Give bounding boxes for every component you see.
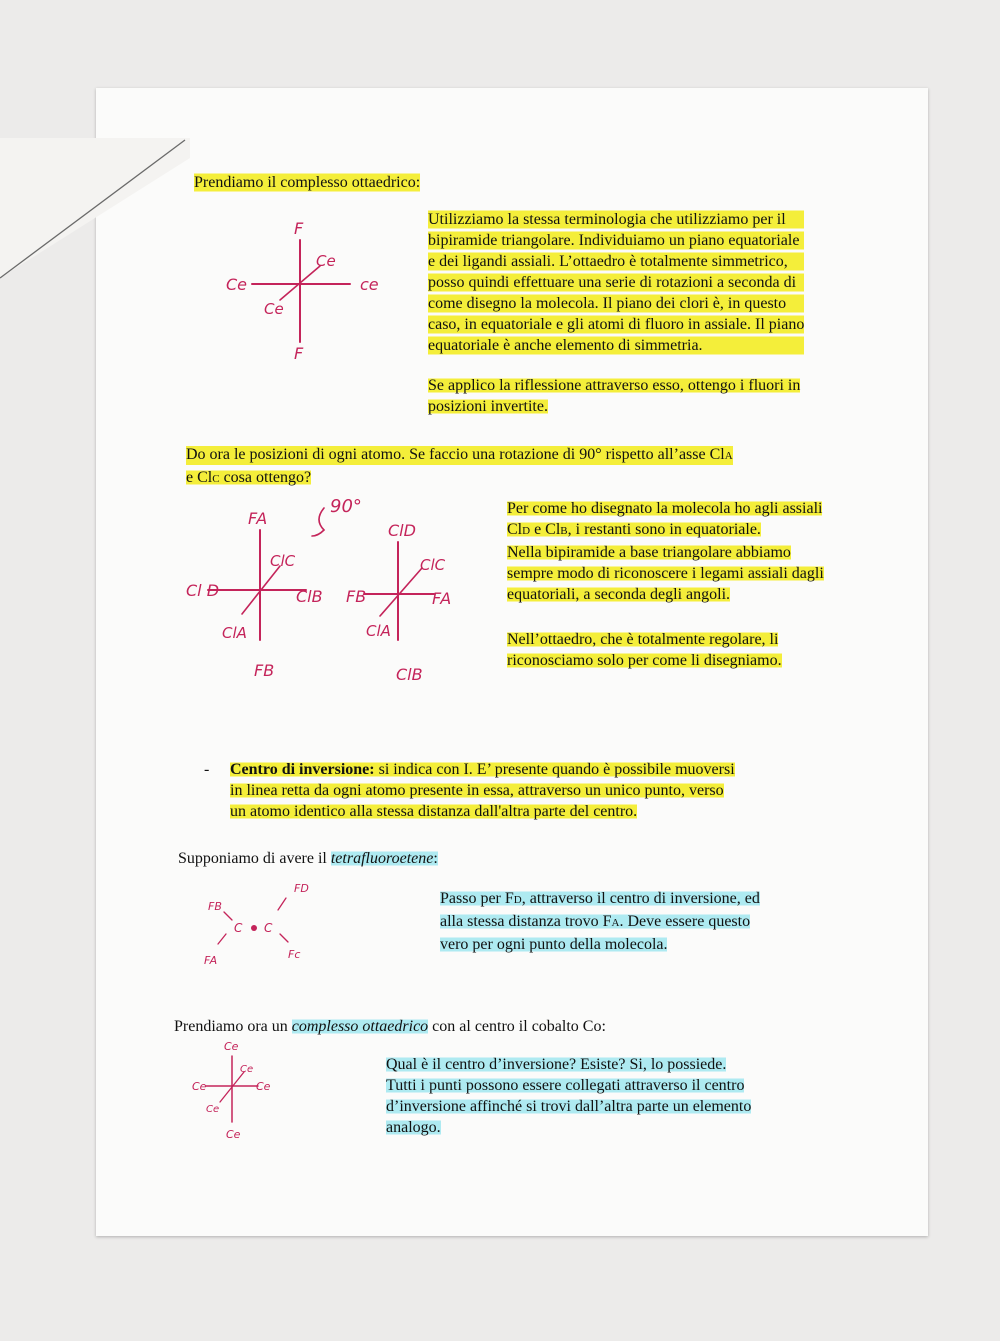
co-label-left: Ce [192,1080,207,1093]
right-label-back: ClC [420,556,446,574]
right-label-bottom: ClB [396,665,423,684]
label-cl-back: Ce [316,252,336,270]
tetrafluoroethene-intro: Supponiamo di avere il tetrafluoroetene: [178,850,438,867]
folded-corner [0,138,190,308]
label-fc: Fc [288,948,301,961]
right-label-left: FB [346,587,367,606]
left-label-back: ClC [270,552,296,570]
left-label-bottom: FB [254,661,275,680]
co-label-top: Ce [224,1040,239,1053]
right-label-top: ClD [388,521,416,540]
label-f-bottom: F [294,344,304,363]
bullet-marker: - [204,761,210,778]
left-label-right: ClB [296,587,323,606]
paragraph-reflection: Se applico la riflessione attraverso esso, ottengo i fluori in posizioni invertite. [428,377,801,415]
inversion-center-dot [251,925,257,931]
label-fd: FD [294,882,309,895]
label-c1: C [234,921,243,935]
paragraph-cobalt-inversion: Qual è il centro d’inversione? Esiste? Si, lo possiede. Tutti i punti possono essere collegati attraverso il centro d’inversione affinché si trovi dall’altra parte un elemento analogo. [386,1056,752,1136]
label-c2: C [264,921,273,935]
co-label-right: Ce [256,1080,271,1093]
label-cl-left: Ce [226,275,248,294]
left-label-front: ClA [222,624,247,642]
rotation-sketch [184,490,474,690]
inversion-center-definition: Centro di inversione: si indica con I. E’ presente quando è possibile muoversi in linea retta da ogni atomo presente in essa, attraverso un unico punto, verso un atomo identico alla stessa distanza dall'altra parte del centro. [230,761,735,820]
label-f-top: F [294,219,304,238]
co-label-front: Ce [206,1104,220,1115]
label-fa: FA [204,954,218,967]
label-cl-front: Ce [264,300,284,318]
right-label-front: ClA [366,622,391,640]
octahedral-sketch-1 [222,214,392,364]
right-label-right: FA [432,589,452,608]
co-label-back: Ce [240,1064,254,1075]
label-cl-right: ce [360,275,379,294]
left-label-left: Cl D [186,581,220,600]
cobalt-octahedral-sketch [190,1036,280,1146]
rotation-label: 90° [330,496,362,517]
left-label-top: FA [248,509,268,528]
co-label-bottom: Ce [226,1128,241,1141]
label-fb: FB [208,900,222,913]
paragraph-regular: Nell’ottaedro, che è totalmente regolare, li riconosciamo solo per come li disegniamo. [507,631,782,669]
intro-octahedral: Prendiamo il complesso ottaedrico: [194,174,421,191]
paragraph-terminology: Utilizziamo la stessa terminologia che utilizziamo per il bipiramide triangolare. Individuiamo un piano equatoriale e dei ligandi assiali. L’ottaedro è totalmente simmetrico, posso quindi effettuare una serie di rotazioni a seconda di come disegno la molecola. Il piano dei clori è, in questo caso, in equatoriale e gli atomi di fluoro in assiale. Il piano equatoriale è anche elemento di simmetria. [428,211,805,354]
paragraph-axial: Per come ho disegnato la molecola ho agli assiali ClD e ClB, i restanti sono in equatoriale. Nella bipiramide a base triangolare abbiamo sempre modo di riconoscere i legami assiali dagli equatoriali, a seconda degli angoli. [507,500,824,603]
paragraph-inversion-example: Passo per FD, attraverso il centro di inversione, ed alla stessa distanza trovo FA. Deve essere questo vero per ogni punto della molecola. [440,890,760,953]
cobalt-complex-intro: Prendiamo ora un complesso ottaedrico con al centro il cobalto Co: [174,1018,606,1035]
rotation-question: Do ora le posizioni di ogni atomo. Se faccio una rotazione di 90° rispetto all’asse ClA e ClC cosa ottengo? [186,446,733,486]
tetrafluoroethene-sketch [196,876,326,976]
